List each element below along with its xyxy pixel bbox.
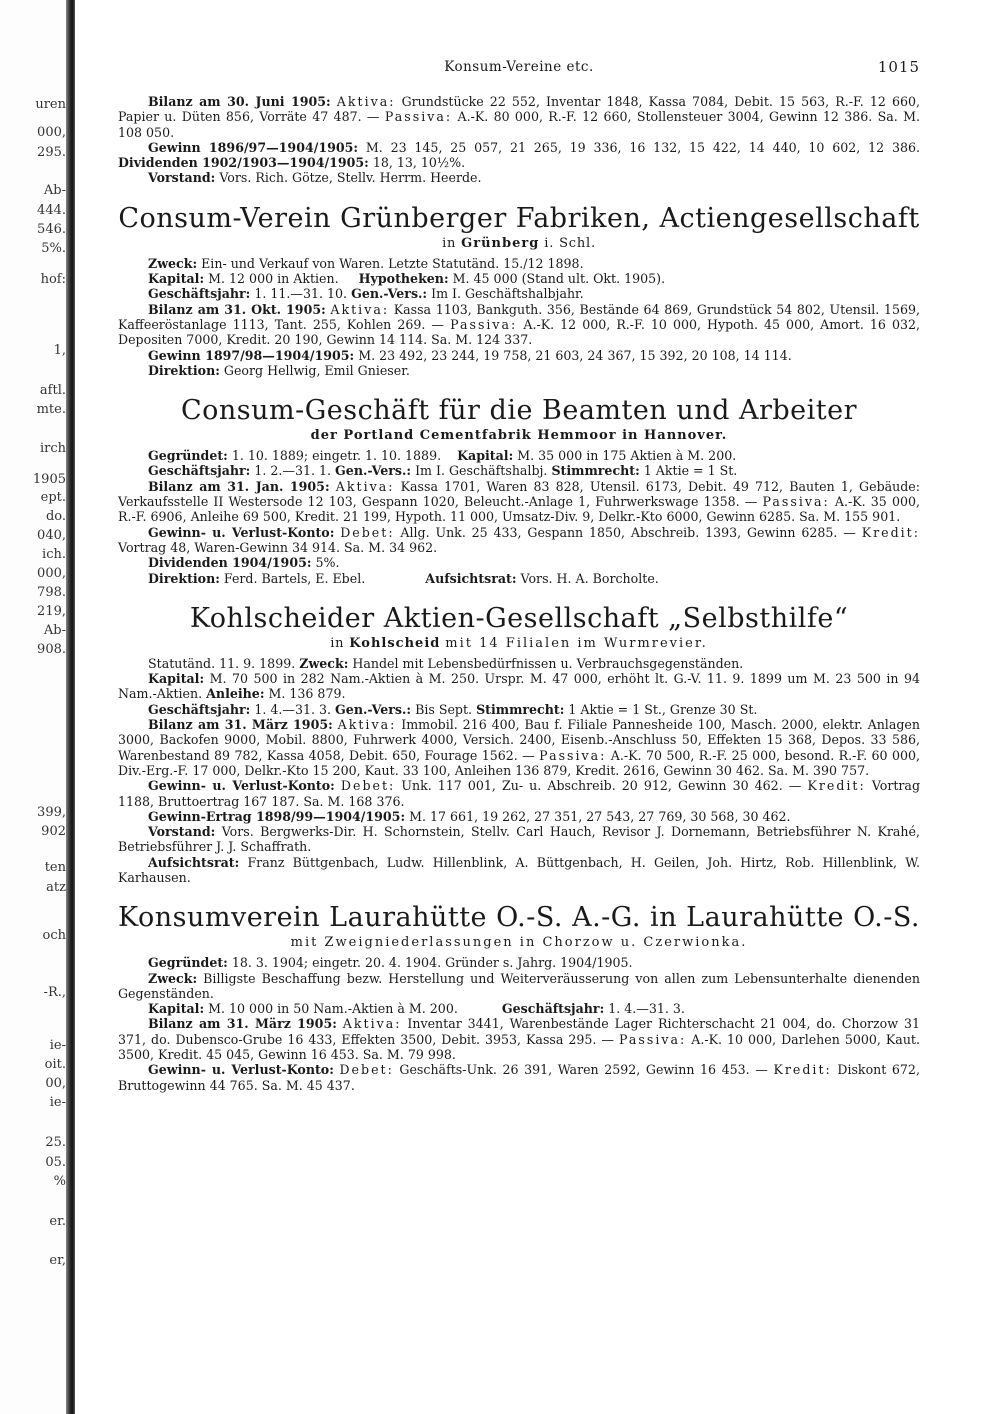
text: Billigste Beschaffung bezw. Herstellung und Weiterveräusserung von allen zum Lebensunterhalte dienenden Gegenständen.	[118, 970, 920, 1001]
profit-loss-paragraph	[118, 525, 920, 556]
aktiva-label: Aktiva:	[337, 717, 397, 733]
margin-fragment: -R.,	[43, 985, 66, 1000]
text: M. 23 145, 25 057, 21 265, 19 336, 16 132, 15 422, 14 440, 10 602, 12 386.	[365, 139, 920, 155]
label: Vorstand:	[148, 824, 216, 840]
text: A.-K. 12 000, R.-F. 10 000, Hypoth. 45 000, Amort. 16 032, Depositen 7000, Kredit. 20 190, Gewinn 14 114. Sa. M. 124 337.	[118, 316, 920, 348]
direction-paragraph	[118, 571, 920, 586]
entry-subtitle	[118, 636, 920, 652]
text: Ferd. Bartels, E. Ebel.	[223, 570, 366, 586]
margin-fragment: atz	[46, 880, 66, 895]
text: Vortrag 1188, Bruttoertrag 167 187. Sa. M. 168 376.	[118, 778, 921, 809]
running-header	[118, 60, 920, 94]
margin-fragment: 05.	[45, 1155, 66, 1170]
label: Zweck:	[148, 970, 198, 986]
supervisory-board-paragraph	[118, 855, 920, 886]
text: Vortrag 48, Waren-Gewinn 34 914. Sa. M. 34 962.	[118, 539, 438, 555]
margin-fragment: 798.	[37, 585, 66, 600]
passiva-label: Passiva:	[539, 747, 607, 763]
entry-subtitle	[118, 236, 920, 252]
text: Im I. Geschäftshalbjahr.	[431, 286, 584, 302]
label: Direktion:	[148, 362, 220, 378]
text: Grundstücke 22 552, Inventar 1848, Kassa 7084, Debit. 15 563, R.-F. 12 660, Papier u. Düten 856, Vorräte 47 487. —	[118, 94, 920, 125]
city: Kohlscheid	[349, 635, 441, 651]
board-paragraph	[118, 170, 920, 185]
label: Kapital:	[148, 271, 205, 287]
margin-fragment: 00,	[45, 1076, 66, 1091]
balance-paragraph	[118, 94, 920, 140]
passiva-label: Passiva:	[762, 494, 830, 510]
text: Immobil. 216 400, Bau f. Filiale Pannesheide 100, Masch. 2000, elektr. Anlagen 3000, Backofen 9000, Mobil. 8800, Fuhrwerk 4000, Versich. 2400, Eisenb.-Anschluss 50, Effekten 15 368, Depos. 33 586, Warenbestand 89 782, Kassa 4058, Debit. 650, Fourage 1562. —	[118, 717, 920, 763]
label: Geschäftsjahr:	[501, 1001, 605, 1017]
fiscal-year-paragraph	[118, 463, 920, 478]
text: i. Schl.	[544, 235, 596, 251]
direction-paragraph	[118, 363, 920, 378]
text: Inventar 3441, Warenbestände Lager Richterschacht 21 004, do. Chorzow 31 371, do. Dubensco-Grube 16 433, Effekten 3500, Debit. 3953, Kassa 295. —	[118, 1016, 920, 1047]
text: Handel mit Lebensbedürfnissen u. Verbrauchsgegenständen.	[352, 655, 744, 671]
text: Unk. 117 001, Zu- u. Abschreib. 20 912, Gewinn 30 462. —	[401, 778, 802, 794]
text: Vors. Bergwerks-Dir. H. Schornstein, Stellv. Carl Hauch, Revisor J. Dornemann, Betriebsführer N. Krahé, Betriebsführer J. J. Schaffrath.	[118, 824, 920, 855]
label: Aufsichtsrat:	[425, 570, 517, 586]
entry-consum-geschaeft-hemmoor	[118, 396, 920, 586]
city: Grünberg	[461, 235, 540, 251]
text: 18. 3. 1904; eingetr. 20. 4. 1904. Gründer s. Jahrg. 1904/1905.	[231, 955, 633, 971]
capital-paragraph	[118, 1001, 920, 1016]
label: Zweck:	[148, 255, 198, 271]
label: Gewinn 1896/97—1904/1905:	[148, 139, 359, 155]
margin-fragment: irch	[39, 441, 66, 456]
label: Bilanz am 30. Juni 1905:	[148, 94, 331, 109]
text: mit 14 Filialen im Wurmrevier.	[445, 635, 708, 651]
founded-paragraph	[118, 955, 920, 970]
margin-fragment: oit.	[44, 1057, 66, 1072]
entry-title: Konsumverein Laurahütte O.-S. A.-G. in Laurahütte O.-S.	[118, 902, 920, 934]
dividends-paragraph	[118, 555, 920, 570]
text: Kassa 1701, Waren 83 828, Utensil. 6173, Debit. 49 712, Bauten 1, Gebäude: Verkaufsstelle II Westersode 12 103, Gespann 1020, Beleucht.-Anlage 1, Fuhrwerkswage 1358. —	[118, 478, 921, 510]
capital-paragraph	[118, 271, 920, 286]
margin-fragment: 219,	[37, 604, 66, 619]
profit-paragraph	[118, 348, 920, 363]
text: 1. 11.—31. 10.	[254, 286, 348, 302]
margin-fragment: 546.	[37, 222, 66, 237]
margin-fragment: %	[53, 1174, 66, 1189]
fiscal-year-paragraph	[118, 702, 920, 717]
debet-label: Debet:	[340, 524, 395, 540]
label: Bilanz am 31. Okt. 1905:	[148, 301, 326, 317]
margin-fragment: er.	[49, 1214, 66, 1229]
text: Kassa 1103, Bankguth. 356, Bestände 64 869, Grundstück 54 802, Utensil. 1569, Kaffeeröstanlage 1113, Tant. 255, Kohlen 269. —	[118, 301, 920, 332]
text: in	[442, 235, 457, 251]
label: Direktion:	[148, 570, 220, 586]
label: Geschäftsjahr:	[148, 286, 251, 302]
debet-label: Debet:	[340, 778, 396, 794]
kredit-label: Kredit:	[861, 524, 920, 540]
label: Kapital:	[148, 671, 205, 687]
label: Dividenden 1902/1903—1904/1905:	[118, 155, 369, 171]
label: Gegründet:	[148, 955, 228, 971]
margin-fragment: Ab-	[43, 623, 66, 638]
text: A.-K. 70 500, R.-F. 25 000, besond. R.-F. 60 000, Div.-Erg.-F. 17 000, Delkr.-Kto 15 200, Kaut. 33 100, Anleihen 136 879, Kredit. 2616, Gewinn 30 462. Sa. M. 390 757.	[118, 747, 920, 778]
text: Allg. Unk. 25 433, Gespann 1850, Abschreib. 1393, Gewinn 6285. —	[400, 524, 856, 540]
profit-loss-paragraph	[118, 1062, 920, 1093]
text: M. 12 000 in Aktien.	[208, 271, 339, 287]
label: Hypotheken:	[358, 271, 449, 287]
entry-title: Consum-Verein Grünberger Fabriken, Actiengesellschaft	[118, 202, 920, 234]
margin-fragment: do.	[45, 509, 66, 524]
label: Bilanz am 31. März 1905:	[148, 717, 333, 733]
label: Stimmrecht:	[476, 701, 565, 717]
text: 1 Aktie = 1 St., Grenze 30 St.	[568, 701, 758, 717]
text: Vors. Rich. Götze, Stellv. Herrm. Heerde.	[219, 170, 482, 186]
text: M. 17 661, 19 262, 27 351, 27 543, 27 769, 30 568, 30 462.	[409, 808, 791, 824]
margin-fragment: ich.	[42, 547, 66, 562]
text: A.-K. 80 000, R.-F. 12 660, Stollensteuer 3004, Gewinn 12 386. Sa. M. 108 050.	[118, 109, 921, 140]
header-title: Konsum-Vereine etc.	[444, 59, 594, 75]
margin-fragment: Ab-	[43, 183, 66, 198]
label: Geschäftsjahr:	[148, 701, 251, 717]
profit-loss-paragraph	[118, 778, 920, 809]
entry-konsumverein-laurahuette	[118, 903, 920, 1093]
label: Vorstand:	[148, 170, 216, 186]
margin-fragment: 444.	[37, 203, 66, 218]
text: A.-K. 35 000, R.-F. 6906, Anleihe 69 500, Kredit. 21 199, Hypoth. 11 000, Umsatz-Div. 9, Delkr.-Kto 6000, Gewinn 6285. Sa. M. 155 901.	[118, 494, 920, 525]
capital-paragraph	[118, 671, 920, 702]
entry-consum-verein-gruenberg	[118, 204, 920, 378]
margin-fragment: 000,	[37, 566, 66, 581]
text: M. 136 879.	[268, 686, 346, 702]
entry-subtitle	[118, 428, 920, 444]
margin-fragment: 1905	[32, 472, 66, 487]
passiva-label: Passiva:	[450, 316, 518, 332]
margin-fragment: 040,	[37, 528, 66, 543]
text: Ein- und Verkauf von Waren. Letzte Statutänd. 15./12 1898.	[201, 255, 584, 271]
text: Georg Hellwig, Emil Gnieser.	[223, 362, 410, 378]
margin-fragment: ie-	[49, 1038, 66, 1053]
aktiva-label: Aktiva:	[336, 94, 396, 109]
board-paragraph	[118, 824, 920, 855]
balance-paragraph	[118, 479, 920, 525]
text: M. 45 000 (Stand ult. Okt. 1905).	[452, 271, 666, 287]
margin-fragment: 25.	[45, 1135, 66, 1150]
label: Gen.-Vers.:	[351, 286, 428, 302]
margin-fragment: 1,	[53, 343, 66, 358]
text: Geschäfts-Unk. 26 391, Waren 2592, Gewinn 16 453. —	[399, 1062, 768, 1078]
text: der Portland Cementfabrik Hemmoor in Hannover.	[310, 428, 728, 444]
label: Aufsichtsrat:	[148, 854, 240, 870]
margin-fragment: ten	[44, 860, 66, 875]
balance-paragraph	[118, 302, 920, 348]
label: Anleihe:	[206, 686, 265, 702]
text: Vors. H. A. Borcholte.	[520, 570, 659, 586]
margin-fragment: 295.	[37, 145, 66, 160]
text: Diskont 672, Bruttogewinn 44 765. Sa. M. 45 437.	[118, 1062, 920, 1093]
balance-paragraph	[118, 717, 920, 778]
page-content	[118, 60, 920, 1093]
kredit-label: Kredit:	[773, 1062, 832, 1078]
label: Gewinn- u. Verlust-Konto:	[148, 778, 335, 794]
margin-fragment: hof:	[40, 272, 66, 287]
margin-fragment: ie-	[49, 1095, 66, 1110]
text: Statutänd. 11. 9. 1899.	[148, 655, 296, 671]
margin-fragment: mte.	[36, 402, 66, 417]
text: 1. 4.—31. 3.	[254, 701, 332, 717]
text: 18, 13, 10½%.	[372, 155, 466, 171]
text: Im I. Geschäftshalbj.	[415, 463, 548, 479]
text: M. 70 500 in 282 Nam.-Aktien à M. 250. Urspr. M. 47 000, erhöht lt. G.-V. 11. 9. 1899 um M. 23 500 in 94 Nam.-Aktien.	[118, 671, 920, 702]
text: M. 10 000 in 50 Nam.-Aktien à M. 200.	[208, 1001, 458, 1017]
label: Gegründet:	[148, 448, 228, 464]
entry-subtitle: mit Zweigniederlassungen in Chorzow u. Czerwionka.	[290, 935, 748, 951]
yield-paragraph	[118, 809, 920, 824]
text: A.-K. 10 000, Darlehen 5000, Kaut. 3500, Kredit. 45 045, Gewinn 16 453. Sa. M. 79 998.	[118, 1031, 920, 1063]
text: Bis Sept.	[415, 701, 473, 717]
text: M. 35 000 in 175 Aktien à M. 200.	[517, 448, 737, 464]
label: Kapital:	[148, 1001, 205, 1017]
label: Geschäftsjahr:	[148, 463, 251, 479]
label: Stimmrecht:	[551, 463, 640, 479]
label: Dividenden 1904/1905:	[148, 555, 312, 571]
margin-fragment: och	[42, 928, 66, 943]
margin-fragment: 902	[41, 824, 66, 839]
label: Bilanz am 31. März 1905:	[148, 1016, 337, 1032]
label: Kapital:	[457, 448, 514, 464]
book-spine-shadow	[66, 0, 75, 1414]
entry-title: Kohlscheider Aktien-Gesellschaft „Selbsthilfe“	[189, 602, 849, 634]
page-number: 1015	[877, 58, 920, 76]
purpose-paragraph	[118, 971, 920, 1002]
label: Zweck:	[299, 655, 349, 671]
profit-paragraph	[118, 140, 920, 171]
text: 1. 10. 1889; eingetr. 1. 10. 1889.	[231, 448, 442, 464]
label: Gewinn 1897/98—1904/1905:	[148, 347, 355, 363]
purpose-paragraph	[118, 656, 920, 671]
debet-label: Debet:	[339, 1062, 394, 1078]
text: 1. 4.—31. 3.	[608, 1001, 685, 1017]
entry-kohlscheider-selbsthilfe	[118, 604, 920, 885]
text: 1. 2.—31. 1.	[254, 463, 332, 479]
text: in	[330, 635, 345, 651]
margin-fragment: 399,	[37, 805, 66, 820]
text: 5%.	[315, 555, 340, 571]
founded-paragraph	[118, 448, 920, 463]
aktiva-label: Aktiva:	[330, 301, 390, 317]
text: M. 23 492, 23 244, 19 758, 21 603, 24 367, 15 392, 20 108, 14 114.	[358, 347, 792, 363]
left-margin-gutter	[0, 0, 78, 1414]
label: Gewinn- u. Verlust-Konto:	[148, 524, 335, 540]
margin-fragment: ept.	[40, 490, 66, 505]
label: Gewinn- u. Verlust-Konto:	[148, 1062, 334, 1078]
aktiva-label: Aktiva:	[335, 478, 395, 494]
margin-fragment: 908.	[37, 642, 66, 657]
kredit-label: Kredit:	[807, 778, 866, 794]
fiscal-year-paragraph	[118, 286, 920, 301]
margin-fragment: 5%.	[41, 241, 66, 256]
margin-fragment: aftl.	[39, 383, 66, 398]
aktiva-label: Aktiva:	[342, 1016, 402, 1032]
label: Gen.-Vers.:	[335, 701, 412, 717]
text: 1 Aktie = 1 St.	[643, 463, 738, 479]
margin-fragment: 000,	[37, 125, 66, 140]
label: Gewinn-Ertrag 1898/99—1904/1905:	[148, 808, 406, 824]
text: Franz Büttgenbach, Ludw. Hillenblink, A. Büttgenbach, H. Geilen, Joh. Hirtz, Rob. Hillenblink, W. Karhausen.	[118, 854, 920, 885]
margin-fragment: uren	[35, 97, 66, 112]
passiva-label: Passiva:	[384, 109, 453, 125]
label: Bilanz am 31. Jan. 1905:	[148, 478, 330, 494]
entry-title: Consum-Geschäft für die Beamten und Arbeiter	[180, 395, 858, 427]
entry-continuation	[118, 94, 920, 186]
margin-fragment: er,	[49, 1253, 66, 1268]
purpose-paragraph	[118, 256, 920, 271]
passiva-label: Passiva:	[619, 1031, 687, 1047]
label: Gen.-Vers.:	[335, 463, 412, 479]
balance-paragraph	[118, 1016, 920, 1062]
